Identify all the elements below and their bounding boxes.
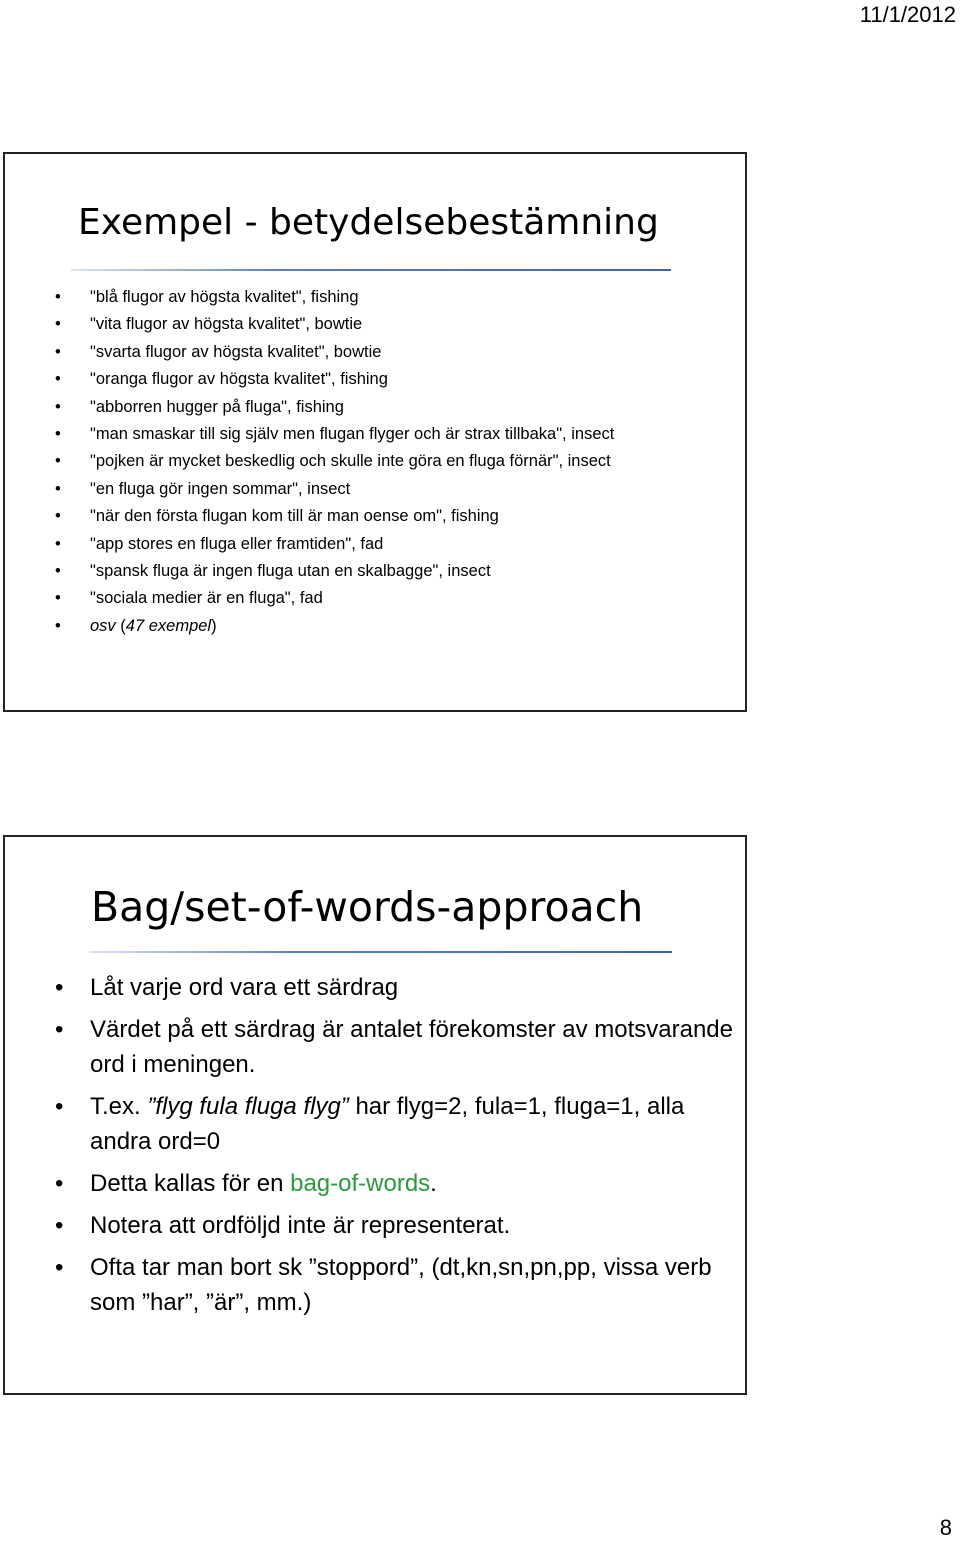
example-count: 47 exempel (125, 616, 212, 635)
bullet-icon: • (55, 1093, 64, 1120)
bullet-icon: • (55, 288, 61, 306)
bullet-icon: • (55, 589, 61, 608)
example-list (55, 284, 735, 640)
bullet-icon: • (55, 342, 61, 361)
osv-text: osv (90, 616, 116, 635)
bullet-icon: • (55, 452, 61, 471)
title-underline (89, 951, 672, 953)
list-item: • "svarta flugor av högsta kvalitet", bowtie (55, 339, 735, 366)
bullet-icon: • (55, 479, 61, 498)
paren-open: ( (115, 616, 126, 635)
list-item: • Notera att ordföljd inte är representerat. (55, 1208, 735, 1243)
list-item: • "en fluga gör ingen sommar", insect (55, 476, 735, 503)
list-item: • Värdet på ett särdrag är antalet förekomster av motsvarande ord i meningen. (55, 1012, 735, 1082)
page-number: 8 (939, 1515, 952, 1540)
list-item: • "spansk fluga är ingen fluga utan en skalbagge", insect (55, 558, 735, 585)
bullet-icon: • (55, 1212, 64, 1239)
date-label: 11/1/2012 (859, 2, 956, 27)
list-item: • "när den första flugan kom till är man oense om", fishing (55, 503, 735, 530)
bullet-icon: • (55, 561, 61, 580)
list-item: • "sociala medier är en fluga", fad (55, 585, 735, 612)
list-item: • Detta kallas för en bag-of-words. (55, 1166, 735, 1201)
title-underline (71, 269, 671, 271)
concept-list (55, 970, 735, 1327)
example-sentence: ”flyg fula fluga flyg” (147, 1093, 349, 1120)
bullet-icon: • (55, 370, 61, 389)
slide-example (3, 152, 747, 712)
bullet-icon: • (55, 974, 64, 1001)
slide-bag-of-words (3, 835, 747, 1395)
list-item: • Ofta tar man bort sk ”stoppord”, (dt,kn,sn,pn,pp, vissa verb som ”har”, ”är”, mm.) (55, 1250, 735, 1320)
bullet-icon: • (55, 1016, 64, 1043)
list-item-osv (55, 613, 735, 640)
paren-close: ) (211, 616, 217, 635)
bullet-icon: • (55, 424, 61, 443)
slide-title: Exempel - betydelsebestämning (78, 202, 659, 243)
bullet-icon: • (55, 616, 61, 635)
slide-title: Bag/set-of-words-approach (91, 883, 644, 931)
list-item: • "blå flugor av högsta kvalitet", fishing (55, 284, 735, 311)
bag-of-words-term: bag-of-words (290, 1170, 431, 1197)
list-item: • Låt varje ord vara ett särdrag (55, 970, 735, 1005)
bullet-icon: • (55, 315, 61, 334)
list-item: • "pojken är mycket beskedlig och skulle inte göra en fluga förnär", insect (55, 448, 735, 475)
bullet-icon: • (55, 1254, 64, 1281)
list-item: • "man smaskar till sig själv men flugan flyger och är strax tillbaka", insect (55, 421, 735, 448)
list-item: • T.ex. ”flyg fula fluga flyg” har flyg=2, fula=1, fluga=1, alla andra ord=0 (55, 1089, 735, 1159)
bullet-icon: • (55, 507, 61, 526)
list-item: • "oranga flugor av högsta kvalitet", fishing (55, 366, 735, 393)
bullet-icon: • (55, 397, 61, 416)
list-item: • "vita flugor av högsta kvalitet", bowtie (55, 311, 735, 338)
bullet-icon: • (55, 1170, 64, 1197)
list-item: • "abborren hugger på fluga", fishing (55, 394, 735, 421)
list-item: • "app stores en fluga eller framtiden", fad (55, 531, 735, 558)
bullet-icon: • (55, 534, 61, 553)
